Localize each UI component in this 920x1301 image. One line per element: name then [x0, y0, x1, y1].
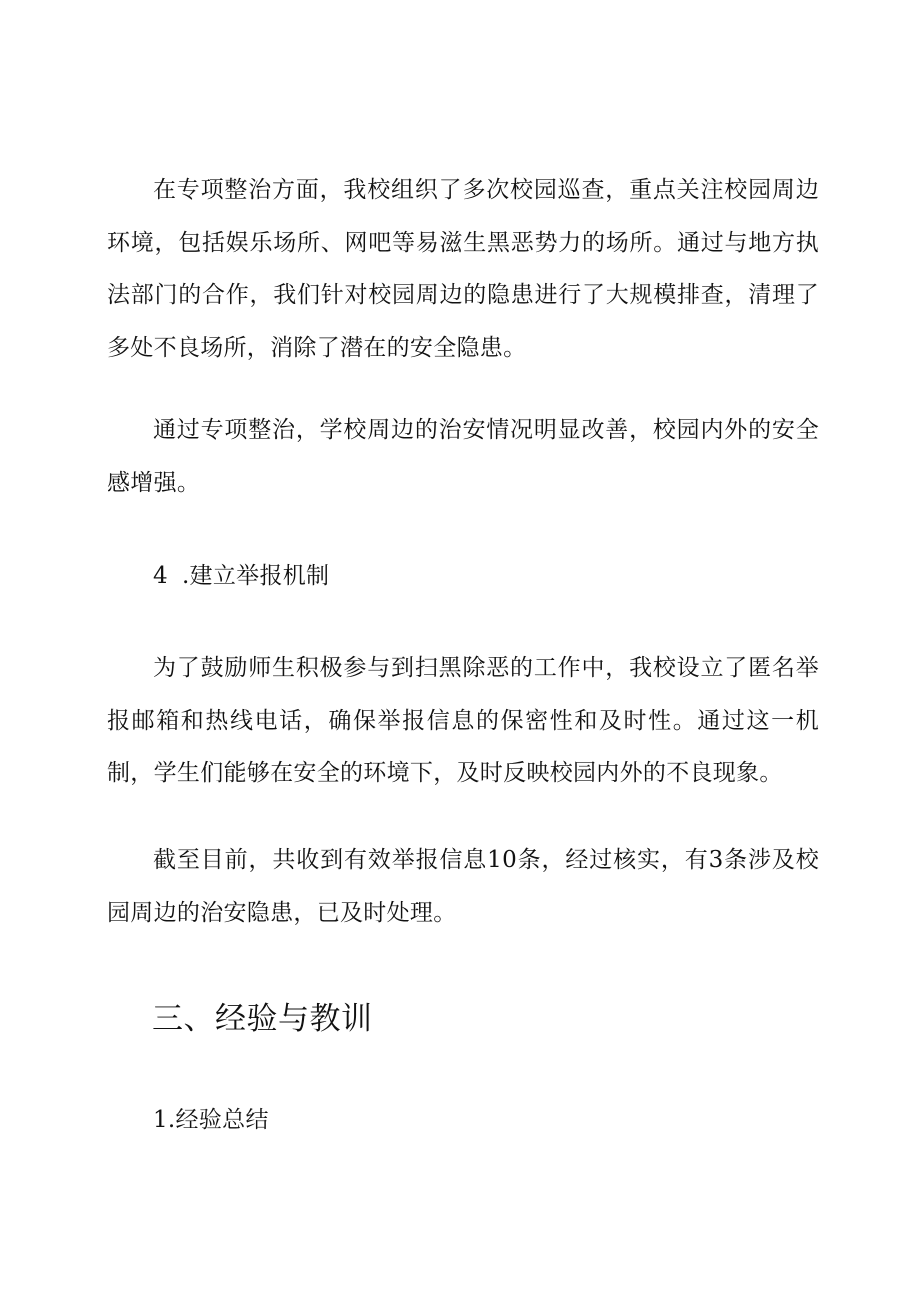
- subsection-title: 1.经验总结: [153, 1107, 269, 1133]
- paragraph-special-rectification: 在专项整治方面，我校组织了多次校园巡查，重点关注校园周边环境，包括娱乐场所、网吧等易滋生黑恶势力的场所。通过与地方执法部门的合作，我们针对校园周边的隐患进行了大规模排查，清理了多处不良场所，消除了潜在的安全隐患。: [107, 177, 819, 361]
- heading-text: .建立举报机制: [181, 563, 330, 589]
- paragraph-report-mechanism: 为了鼓励师生积极参与到扫黑除恶的工作中，我校设立了匿名举报邮箱和热线电话，确保举报信息的保密性和及时性。通过这一机制，学生们能够在安全的环境下，及时反映校园内外的不良现象。: [107, 655, 819, 786]
- paragraph-rectification-result: 通过专项整治，学校周边的治安情况明显改善，校园内外的安全感增强。: [107, 417, 819, 496]
- paragraph-report-statistics: 截至目前，共收到有效举报信息10条，经过核实，有3条涉及校园周边的治安隐患，已及时处理。: [107, 847, 819, 926]
- section-title: 三、经验与教训: [152, 1001, 373, 1037]
- heading-number: 4: [153, 563, 168, 589]
- heading-report-mechanism: [153, 556, 329, 596]
